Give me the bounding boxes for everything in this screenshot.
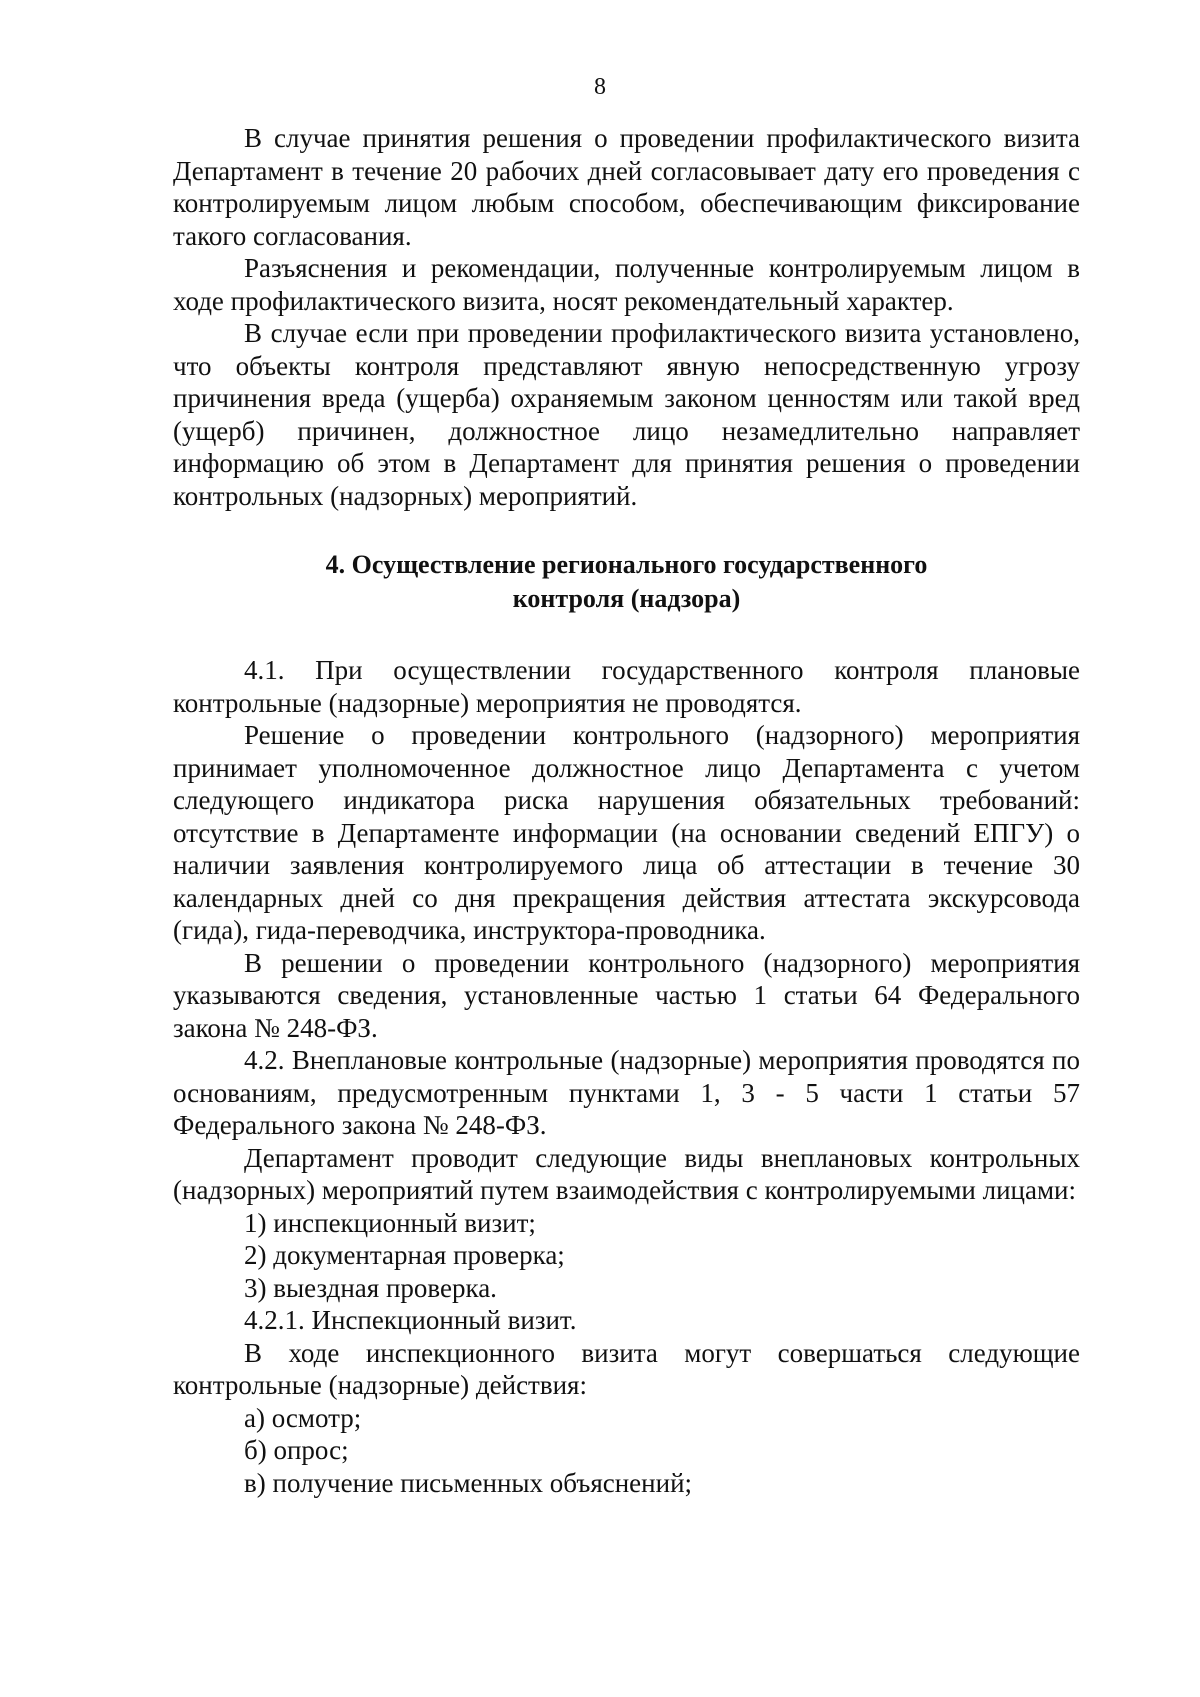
paragraph: Департамент проводит следующие виды внеплановых контрольных (надзорных) мероприятий путем взаимодействия с контролируемыми лицами:	[173, 1142, 1080, 1205]
subsection-title: 4.2.1. Инспекционный визит.	[244, 1305, 577, 1335]
paragraph: Решение о проведении контрольного (надзорного) мероприятия принимает уполномоченное должностное лицо Департамента с учетом следующего индикатора риска нарушения обязательных требований: отсутствие в Департаменте информации (на основании сведений ЕПГУ) о наличии заявления контролируемого лица об аттестации в течение 30 календарных дней со дня прекращения действия аттестата экскурсовода (гида), гида-переводчика, инструктора-проводника.	[173, 720, 1080, 945]
list-item: б) опрос;	[244, 1435, 349, 1465]
list-item: 3) выездная проверка.	[244, 1272, 497, 1303]
list-item: 1) инспекционный визит;	[244, 1207, 536, 1238]
list-item: 2) документарная проверка;	[244, 1240, 565, 1270]
paragraph: Разъяснения и рекомендации, полученные контролируемым лицом в ходе профилактического визита, носят рекомендательный характер.	[173, 253, 1080, 316]
paragraph: В случае принятия решения о проведении профилактического визита Департамент в течение 20 рабочих дней согласовывает дату его проведения с контролируемым лицом любым способом, обеспечивающим фиксирование такого согласования.	[173, 123, 1080, 251]
paragraph: В ходе инспекционного визита могут совершаться следующие контрольные (надзорные) действия:	[173, 1337, 1080, 1400]
page-number: 8	[594, 74, 606, 100]
section-heading-line: 4. Осуществление регионального государственного	[325, 550, 928, 579]
paragraph: 4.1. При осуществлении государственного контроля плановые контрольные (надзорные) мероприятия не проводятся.	[173, 655, 1080, 718]
document-body	[173, 122, 1080, 1499]
section-heading	[173, 548, 1080, 616]
list-item: а) осмотр;	[244, 1402, 362, 1433]
paragraph: 4.2. Внеплановые контрольные (надзорные) мероприятия проводятся по основаниям, предусмотренным пунктами 1, 3 - 5 части 1 статьи 57 Федерального закона № 248-ФЗ.	[173, 1045, 1080, 1140]
paragraph: В случае если при проведении профилактического визита установлено, что объекты контроля представляют явную непосредственную угрозу причинения вреда (ущерба) охраняемым законом ценностям или такой вред (ущерб) причинен, должностное лицо незамедлительно направляет информацию об этом в Департамент для принятия решения о проведении контрольных (надзорных) мероприятий.	[173, 318, 1080, 511]
list-item: в) получение письменных объяснений;	[244, 1467, 693, 1498]
paragraph: В решении о проведении контрольного (надзорного) мероприятия указываются сведения, установленные частью 1 статьи 64 Федерального закона № 248-ФЗ.	[173, 947, 1080, 1043]
section-heading-line: контроля (надзора)	[512, 584, 741, 613]
